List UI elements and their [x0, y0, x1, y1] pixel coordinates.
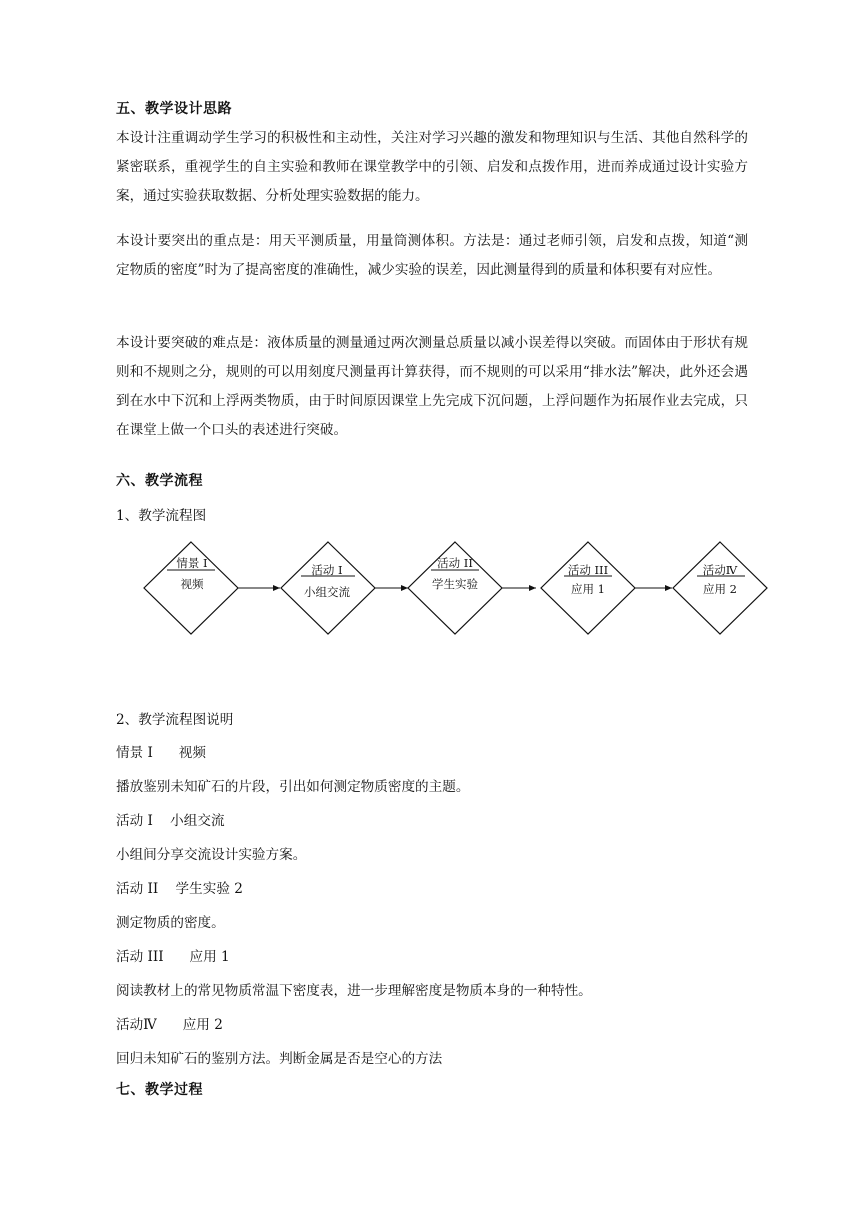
section-5-paragraph-2: 本设计要突出的重点是：用天平测质量，用量筒测体积。方法是：通过老师引领，启发和点拨，知道“测定物质的密度”时为了提高密度的准确性，减少实验的误差，因此测量得到的质量和体积要有对应性。 [116, 233, 748, 278]
flow-node-4-top: 活动 III [567, 563, 609, 577]
flow-node-3-top: 活动 II [437, 556, 473, 570]
flow-node-1-bottom: 视频 [180, 577, 204, 591]
explanation-text-1: 播放鉴别未知矿石的片段，引出如何测定物质密度的主题。 [116, 779, 470, 795]
section-5-paragraph-3: 本设计要突破的难点是：液体质量的测量通过两次测量总质量以减小误差得以突破。而固体由于形状有规则和不规则之分，规则的可以用刻度尺测量再计算获得，而不规则的可以采用“排水法”解决，此外还会遇到在水中下沉和上浮两类物质，由于时间原因课堂上先完成下沉问题，上浮问题作为拓展作业去完成，只在课堂上做一个口头的表述进行突破。 [116, 335, 748, 438]
flow-node-1-top: 情景 I [176, 556, 208, 570]
explanation-text-3: 测定物质的密度。 [116, 915, 225, 931]
flow-node-2 [281, 542, 375, 634]
flowchart-explanation-subtitle: 2、教学流程图说明 [116, 712, 234, 728]
flow-node-5-top: 活动Ⅳ [702, 563, 738, 577]
flow-node-4-bottom: 应用 1 [571, 582, 605, 596]
flow-node-2-bottom: 小组交流 [304, 585, 350, 599]
teaching-flowchart [0, 530, 860, 650]
flow-node-3-bottom: 学生实验 [432, 577, 478, 591]
explanation-heading-4: 活动 III 应用 1 [116, 949, 230, 965]
flowchart-subtitle: 1、教学流程图 [116, 508, 207, 524]
section-5-paragraph-1: 本设计注重调动学生学习的积极性和主动性，关注对学习兴趣的激发和物理知识与生活、其他自然科学的紧密联系，重视学生的自主实验和教师在课堂教学中的引领、启发和点拨作用，进而养成通过设计实验方案，通过实验获取数据、分析处理实验数据的能力。 [116, 130, 748, 204]
explanation-heading-2: 活动 I 小组交流 [116, 813, 225, 829]
flow-node-2-top: 活动 I [311, 563, 343, 577]
flow-node-1 [144, 542, 238, 634]
explanation-text-2: 小组间分享交流设计实验方案。 [116, 847, 307, 863]
section-7-title: 七、教学过程 [116, 1082, 203, 1098]
explanation-heading-3: 活动 II 学生实验 2 [116, 881, 243, 897]
flow-node-5-bottom: 应用 2 [703, 582, 737, 596]
explanation-text-5: 回归未知矿石的鉴别方法。判断金属是否是空心的方法 [116, 1051, 443, 1067]
explanation-heading-5: 活动Ⅳ 应用 2 [116, 1017, 223, 1033]
flow-node-3 [408, 542, 502, 634]
section-6-title: 六、教学流程 [116, 473, 203, 489]
explanation-text-4: 阅读教材上的常见物质常温下密度表，进一步理解密度是物质本身的一种特性。 [116, 983, 592, 999]
flow-node-4 [541, 542, 635, 634]
section-5-title: 五、教学设计思路 [116, 101, 232, 117]
flow-node-5 [673, 542, 767, 634]
explanation-heading-1: 情景 I 视频 [116, 745, 206, 761]
